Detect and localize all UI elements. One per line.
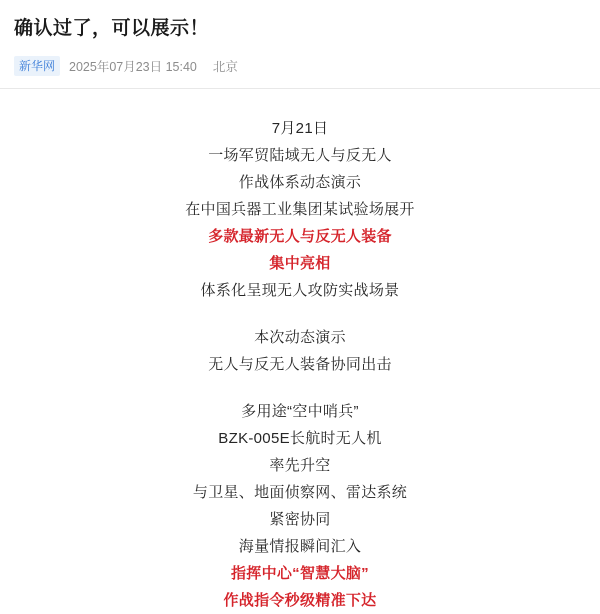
body-line: 一场军贸陆域无人与反无人 bbox=[208, 147, 392, 164]
publish-date: 2025年07月23日 15:40 bbox=[69, 60, 197, 74]
body-line: 与卫星、地面侦察网、雷达系统 bbox=[192, 484, 408, 501]
body-line: 体系化呈现无人攻防实战场景 bbox=[200, 282, 400, 299]
body-line: 海量情报瞬间汇入 bbox=[238, 538, 362, 555]
article-body bbox=[0, 89, 600, 614]
body-line: 指挥中心“智慧大脑” bbox=[230, 565, 369, 582]
body-line: BZK-005E长航时无人机 bbox=[218, 430, 382, 447]
body-line: 率先升空 bbox=[269, 457, 331, 474]
publish-location: 北京 bbox=[212, 60, 238, 74]
body-line: 在中国兵器工业集团某试验场展开 bbox=[185, 201, 415, 218]
source-badge[interactable]: 新华网 bbox=[14, 56, 60, 76]
body-line: 紧密协同 bbox=[269, 511, 331, 528]
article-meta bbox=[0, 44, 600, 76]
body-line: 作战指令秒级精准下达 bbox=[223, 592, 377, 609]
body-line: 多款最新无人与反无人装备 bbox=[208, 228, 392, 245]
body-line: 作战体系动态演示 bbox=[238, 174, 362, 191]
body-line: 多用途“空中哨兵” bbox=[241, 403, 359, 420]
body-line: 本次动态演示 bbox=[254, 329, 346, 346]
body-line: 7月21日 bbox=[271, 120, 329, 137]
paragraph-spacer bbox=[20, 304, 580, 324]
body-line: 集中亮相 bbox=[269, 255, 331, 272]
body-line: 无人与反无人装备协同出击 bbox=[208, 356, 392, 373]
page-title: 确认过了，可以展示！ bbox=[14, 18, 210, 39]
paragraph-spacer bbox=[20, 378, 580, 398]
